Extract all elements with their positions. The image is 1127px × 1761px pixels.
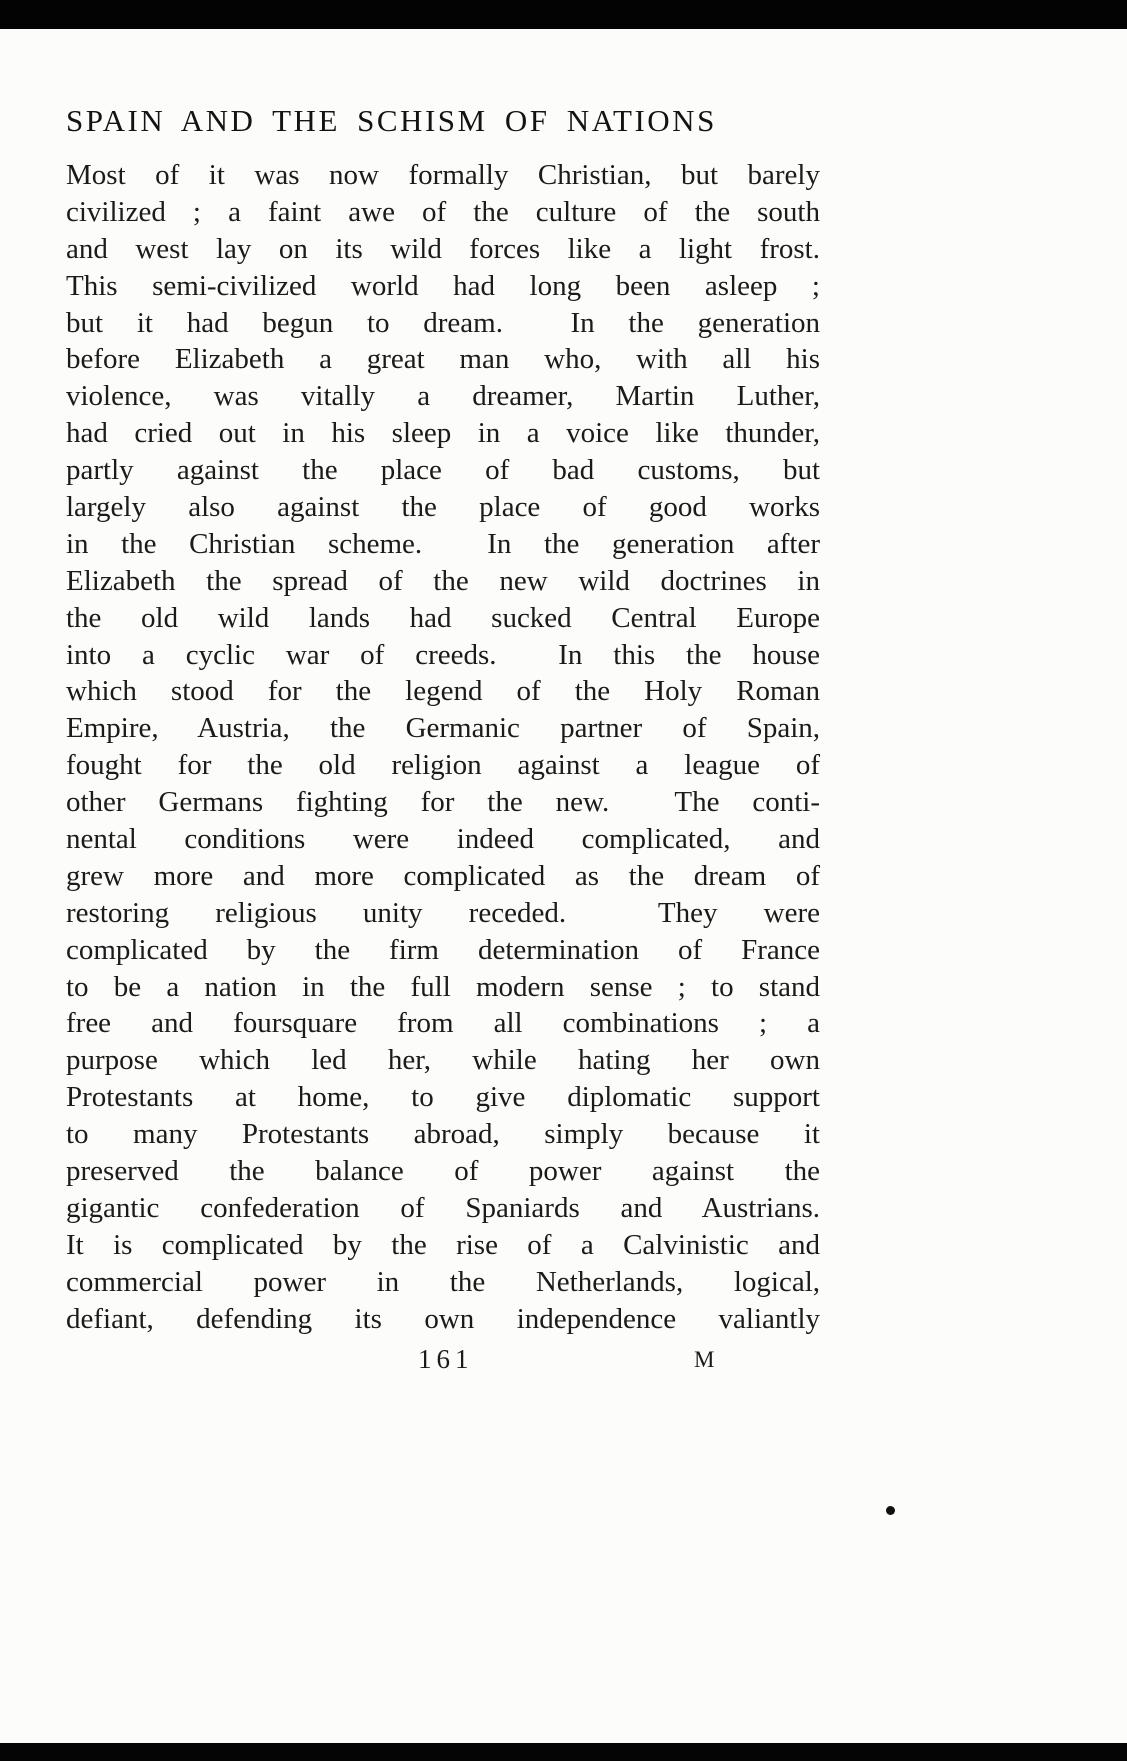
body-line: civilized ; a faint awe of the culture of the south	[66, 195, 820, 228]
body-line: grew more and more complicated as the dream of	[66, 859, 820, 892]
body-line: before Elizabeth a great man who, with all his	[66, 343, 820, 376]
page-number: 161	[418, 1343, 474, 1374]
body-line: commercial power in the Netherlands, logical,	[66, 1265, 820, 1298]
body-line: restoring religious unity receded. They were	[66, 896, 820, 929]
body-line: in the Christian scheme. In the generation after	[66, 527, 820, 560]
body-line: which stood for the legend of the Holy Roman	[66, 675, 820, 708]
body-line: the old wild lands had sucked Central Europe	[66, 601, 820, 634]
body-line: This semi-civilized world had long been asleep ;	[66, 269, 820, 302]
body-line: gigantic confederation of Spaniards and Austrians.	[66, 1191, 820, 1224]
body-line: had cried out in his sleep in a voice like thunder,	[66, 417, 820, 450]
scan-artifact-bottom-bar	[0, 1743, 1127, 1761]
body-line: It is complicated by the rise of a Calvinistic and	[66, 1228, 820, 1261]
body-line: Protestants at home, to give diplomatic support	[66, 1081, 820, 1114]
body-line: complicated by the firm determination of France	[66, 933, 820, 966]
body-text	[66, 157, 820, 1338]
body-line: purpose which led her, while hating her own	[66, 1044, 820, 1077]
body-line: but it had begun to dream. In the generation	[66, 306, 820, 339]
body-line: other Germans fighting for the new. The conti-	[66, 786, 820, 819]
body-line: to be a nation in the full modern sense ; to stand	[66, 970, 820, 1003]
body-line: Most of it was now formally Christian, but barely	[66, 159, 820, 191]
body-line: partly against the place of bad customs, but	[66, 454, 820, 487]
page-footer	[66, 1344, 820, 1384]
scan-artifact-top-bar	[0, 0, 1127, 29]
body-line: violence, was vitally a dreamer, Martin Luther,	[66, 380, 820, 413]
ink-spot	[886, 1506, 895, 1515]
signature-mark: M	[694, 1346, 716, 1372]
body-line: to many Protestants abroad, simply because it	[66, 1118, 820, 1151]
body-line: nental conditions were indeed complicated, and	[66, 823, 820, 856]
body-line: Empire, Austria, the Germanic partner of Spain,	[66, 712, 820, 745]
page-title: SPAIN AND THE SCHISM OF NATIONS	[66, 103, 717, 138]
body-line: and west lay on its wild forces like a light frost.	[66, 232, 820, 265]
body-line: into a cyclic war of creeds. In this the house	[66, 638, 820, 671]
body-line: defiant, defending its own independence valiantly	[66, 1302, 820, 1335]
body-line: preserved the balance of power against the	[66, 1155, 820, 1188]
page-content	[66, 103, 820, 1384]
body-line: free and foursquare from all combinations ; a	[66, 1007, 820, 1040]
body-line: largely also against the place of good works	[66, 491, 820, 524]
body-line: Elizabeth the spread of the new wild doctrines in	[66, 564, 820, 597]
body-line: fought for the old religion against a league of	[66, 749, 820, 782]
